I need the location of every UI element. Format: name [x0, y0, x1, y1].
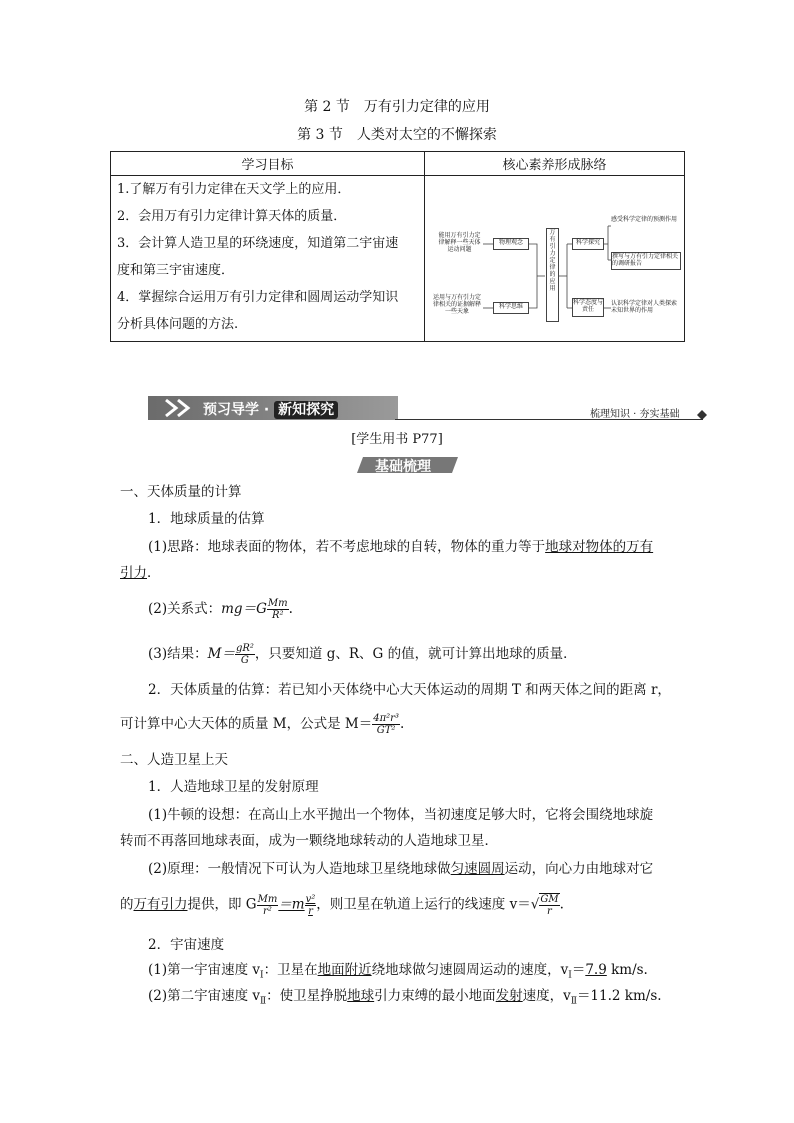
objectives-table	[110, 151, 685, 342]
para-2: (2)关系式：mg＝G $\frac{Mm}{\text{R²}}$ .	[148, 598, 293, 621]
banner-left: 预习导学	[203, 402, 259, 418]
heading-2-2: 2．宇宙速度	[148, 937, 225, 953]
text: ，只要知道 g、R、G 的值，就可计算出地球的质量．	[254, 646, 577, 662]
heading-2: 二、人造卫星上天	[120, 752, 228, 768]
numerator: GM	[540, 894, 559, 905]
text: ：卫星在	[263, 962, 318, 978]
para-8	[148, 986, 662, 1012]
fraction	[267, 598, 289, 621]
answer: 地面附近	[317, 962, 372, 978]
numerator: Mm	[267, 598, 288, 609]
fraction	[235, 643, 255, 666]
literacy-header: 核心素养形成脉络	[425, 152, 685, 176]
numerator: 4π²r³	[373, 713, 399, 724]
text: 可计算中心大天体的质量 M，公式是 M＝	[120, 716, 373, 732]
section-title-2: 第 3 节 人类对太空的不懈探索	[297, 127, 497, 143]
subscript: Ⅱ	[570, 996, 577, 1007]
numerator: v²	[305, 893, 316, 905]
text: (2)第二宇宙速度 v	[148, 988, 261, 1004]
diamond-icon	[697, 410, 707, 420]
answer: 引力	[120, 565, 147, 581]
diagram-left-bottom: 运用与万有引力定律相关的证据解释一些天象	[431, 294, 483, 318]
answer: 发射	[495, 988, 523, 1004]
goal-item: 4．掌握综合运用万有引力定律和圆周运动学知识	[117, 290, 399, 305]
diagram-far-3: 认识科学定律对人类探索未知世界的作用	[611, 300, 678, 314]
para-4: 2．天体质量的估算：若已知小天体绕中心大天体运动的周期 T 和两天体之间的距离 r，	[148, 682, 671, 698]
chevron-double-icon	[164, 398, 200, 418]
heading-1-1: 1．地球质量的估算	[148, 511, 265, 527]
para-6-cont: 的万有引力提供，即 G $\frac{Mm}{\text{r²}}$ ＝m $\frac{\text{v²}}{r}$ ，则卫星在轨道上运行的线速度 v＝√ $\frac{GM}{r}$ .	[120, 893, 564, 917]
para-5-cont: 转而不再落回地球表面，成为一颗绕地球转动的人造地球卫星．	[120, 833, 498, 849]
banner-tag: 梳理知识 · 夯实基础	[590, 409, 680, 420]
text: km/s.	[606, 962, 648, 978]
subscript: Ⅱ	[260, 996, 267, 1007]
numerator: gR²	[235, 643, 254, 654]
banner-dot: ·	[263, 402, 270, 418]
goal-item: 度和第三宇宙速度．	[117, 263, 235, 278]
text: (3)结果：	[148, 646, 208, 662]
para-1	[148, 537, 653, 557]
para-5: (1)牛顿的设想：在高山上水平抛出一个物体，当初速度足够大时，它将会围绕地球旋	[148, 807, 654, 823]
fraction	[305, 894, 317, 917]
section-title-1: 第 2 节 万有引力定律的应用	[304, 99, 490, 115]
denominator: r	[547, 906, 552, 917]
diagram-center: 万有引力定律的应用	[546, 228, 559, 322]
text: ，则卫星在轨道上运行的线速度 v＝	[316, 896, 531, 913]
goal-item: 3．会计算人造卫星的环绕速度，知道第二宇宙速	[117, 236, 399, 251]
text: 的	[120, 896, 134, 913]
sub-banner	[355, 455, 460, 475]
text: ．	[147, 565, 161, 581]
text: 运动，向心力由地球对它	[504, 861, 654, 877]
text: (2)关系式：	[148, 601, 222, 617]
denominator: R²	[271, 610, 284, 621]
banner-title	[203, 399, 338, 419]
fraction	[372, 713, 400, 736]
text: 绕地球做匀速圆周运动的速度，v	[371, 962, 569, 978]
para-6	[148, 859, 653, 879]
fraction	[539, 893, 559, 917]
denominator: r²	[263, 905, 272, 917]
formula: M＝	[207, 646, 235, 662]
diagram-far-1: 感受科学定律的预测作用	[611, 216, 679, 232]
text: 提供，即 G	[187, 896, 257, 913]
formula: mg＝G	[221, 601, 267, 617]
banner-right: 新知探究	[274, 401, 338, 419]
goal-item: 1.了解万有引力定律在天文学上的应用．	[117, 182, 351, 197]
subscript: Ⅰ	[568, 970, 572, 981]
diagram-left-top: 能用万有引力定律解释一些天体运动问题	[437, 232, 482, 256]
subscript: Ⅰ	[260, 970, 264, 981]
answer: 7.9	[585, 962, 607, 978]
objectives-header: 学习目标	[111, 152, 425, 176]
text: 速度，v	[522, 988, 571, 1004]
diagram-right-bottom: 科学态度与责任	[572, 298, 604, 317]
goal-item: 分析具体问题的方法.	[117, 317, 239, 332]
fraction	[257, 894, 279, 917]
page-ref: [学生用书 P77]	[351, 432, 443, 447]
objectives-list	[111, 176, 425, 342]
sub-banner-text: 基础梳理	[375, 459, 431, 475]
numerator: Mm	[257, 893, 278, 905]
text: (2)原理：一般情况下可认为人造地球卫星绕地球做	[148, 861, 451, 877]
para-4-cont: 可计算中心大天体的质量 M，公式是 M＝ $\frac{\text{4π²r³}}{\text{GT²}}$ .	[120, 713, 405, 736]
text: ＝	[571, 962, 586, 978]
para-1-cont	[120, 563, 161, 583]
para-3	[148, 643, 577, 666]
text: ＝11.2 km/s.	[576, 988, 662, 1004]
formula: ＝m	[278, 896, 305, 913]
goal-item: 2．会用万有引力定律计算天体的质量．	[117, 209, 347, 224]
heading-1: 一、天体质量的计算	[120, 484, 242, 500]
heading-2-1: 1．人造地球卫星的发射原理	[148, 779, 319, 795]
denominator: r	[308, 905, 313, 917]
text: ：使卫星挣脱	[266, 988, 348, 1004]
diagram-mid-bottom: 科学思维	[493, 302, 529, 314]
para-7	[148, 960, 648, 986]
literacy-diagram	[425, 176, 685, 342]
answer: 万有引力	[133, 896, 188, 913]
answer: 匀速圆周	[450, 861, 505, 877]
diagram-mid-top: 物理观念	[493, 238, 529, 250]
denominator: G	[240, 655, 249, 666]
diagram-far-2: 撰写与万有引力定律相关的调研报告	[611, 252, 681, 270]
text: (1)第一宇宙速度 v	[148, 962, 261, 978]
square-root: √ $\frac{GM}{r}$	[530, 894, 559, 917]
text: 引力束缚的最小地面	[374, 988, 496, 1004]
answer: 地球对物体的万有	[545, 539, 654, 555]
denominator: GT²	[376, 725, 396, 736]
text: (1)思路：地球表面的物体，若不考虑地球的自转，物体的重力等于	[148, 539, 546, 555]
diagram-right-top: 科学探究	[572, 238, 604, 250]
answer: 地球	[347, 988, 375, 1004]
